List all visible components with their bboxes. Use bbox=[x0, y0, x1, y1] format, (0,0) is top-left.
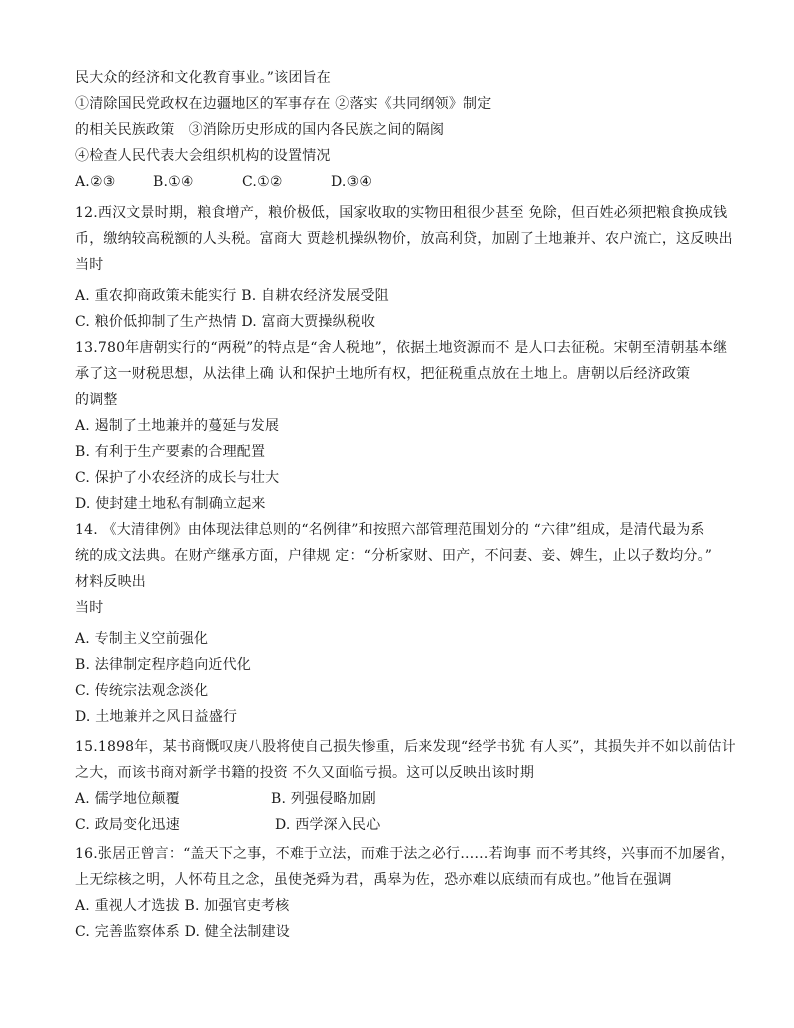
q13-text-line-1: 13.780年唐朝实行的“两税”的特点是“舍人税地”，依据土地资源而不 是人口去征税。宋朝至清朝基本继 bbox=[75, 340, 728, 356]
q16-option-cd: C. 完善监察体系 D. 健全法制建设 bbox=[75, 924, 290, 940]
q14-text-line-3: 材料反映出 bbox=[75, 574, 146, 590]
q13-text-line-3: 的调整 bbox=[75, 392, 118, 408]
q16-option-ab: A. 重视人才选拔 B. 加强官吏考核 bbox=[75, 898, 290, 914]
q15-text-line-1: 15.1898年，某书商慨叹庚八股将使自己损失惨重，后来发现“经学书犹 有人买”，其损失并不如以前估计 bbox=[75, 739, 736, 755]
q16-text-line-1: 16.张居正曾言：“盖天下之事，不难于立法，而难于法之必行……若询事 而不考其终，兴事而不加屡省， bbox=[75, 846, 735, 862]
q15-option-c: C. 政局变化迅速 bbox=[75, 817, 180, 833]
q11-text-line-1: 民大众的经济和文化教育事业。”该团旨在 bbox=[75, 70, 331, 86]
q14-option-b: B. 法律制定程序趋向近代化 bbox=[75, 657, 251, 673]
q13-option-d: D. 使封建土地私有制确立起来 bbox=[75, 496, 266, 512]
q13-option-b: B. 有利于生产要素的合理配置 bbox=[75, 444, 266, 460]
q15-option-a: A. 儒学地位颠覆 bbox=[75, 791, 180, 807]
q12-text-line-1: 12.西汉文景时期，粮食增产，粮价极低，国家收取的实物田租很少甚至 免除，但百姓必须把粮食换成钱 bbox=[75, 205, 728, 221]
q15-option-row-2 bbox=[75, 816, 380, 834]
q11-option-d: D.③④ bbox=[331, 174, 373, 190]
q11-option-c: C.①② bbox=[242, 174, 283, 190]
q11-text-line-2: ①清除国民党政权在边疆地区的军事存在 ②落实《共同纲领》制定 bbox=[75, 96, 492, 112]
q14-option-d: D. 土地兼并之风日益盛行 bbox=[75, 709, 238, 725]
q14-option-c: C. 传统宗法观念淡化 bbox=[75, 683, 209, 699]
q13-option-c: C. 保护了小农经济的成长与壮大 bbox=[75, 470, 280, 486]
q11-text-line-4: ④检查人民代表大会组织机构的设置情况 bbox=[75, 148, 331, 164]
q13-option-a: A. 遏制了土地兼并的蔓延与发展 bbox=[75, 418, 280, 434]
q12-option-ab: A. 重农抑商政策未能实行 B. 自耕农经济发展受阻 bbox=[75, 288, 389, 304]
q12-text-line-2: 币，缴纳较高税额的人头税。富商大 贾趁机操纵物价，放高利贷，加剧了土地兼并、农户流亡，这反映出 bbox=[75, 231, 733, 247]
q12-text-line-3: 当时 bbox=[75, 257, 104, 273]
q11-option-b: B.①④ bbox=[153, 174, 194, 190]
q16-text-line-2: 上无综核之明，人怀苟且之念，虽使尧舜为君，禹皋为佐，恐亦难以底绩而有成也。”他旨在强调 bbox=[75, 872, 672, 888]
q11-option-a: A.②③ bbox=[75, 174, 116, 190]
q15-text-line-2: 之大，而该书商对新学书籍的投资 不久又面临亏损。这可以反映出该时期 bbox=[75, 765, 535, 781]
q14-option-a: A. 专制主义空前强化 bbox=[75, 631, 209, 647]
q14-text-line-4: 当时 bbox=[75, 600, 104, 616]
q14-text-line-1: 14. 《大清律例》由体现法律总则的“名例律”和按照六部管理范围划分的 “六律”组成，是清代最为系 bbox=[75, 522, 705, 538]
q15-option-d: D. 西学深入民心 bbox=[275, 817, 381, 833]
q14-text-line-2: 统的成文法典。在财产继承方面，户律规 定：“分析家财、田产，不问妻、妾、婢生，止以子数均分。” bbox=[75, 548, 713, 564]
q11-text-line-3: 的相关民族政策 ③消除历史形成的国内各民族之间的隔阂 bbox=[75, 122, 445, 138]
q15-option-b: B. 列强侵略加剧 bbox=[271, 791, 376, 807]
q12-option-cd: C. 粮价低抑制了生产热情 D. 富商大贾操纵税收 bbox=[75, 314, 376, 330]
q13-text-line-2: 承了这一财税思想，从法律上确 认和保护土地所有权，把征税重点放在土地上。唐朝以后经济政策 bbox=[75, 366, 691, 382]
q11-options bbox=[75, 173, 372, 191]
q15-option-row-1 bbox=[75, 790, 376, 808]
